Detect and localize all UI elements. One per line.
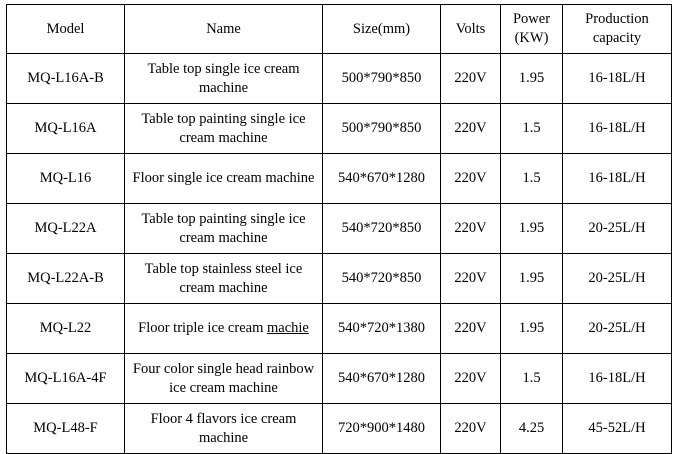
table-row — [7, 104, 672, 154]
cell-name: Floor single ice cream machine — [125, 154, 323, 204]
cell-volts: 220V — [441, 304, 501, 354]
cell-name — [125, 304, 323, 354]
cell-capacity: 16-18L/H — [563, 54, 672, 104]
cell-name: Four color single head rainbow ice cream machine — [125, 354, 323, 404]
cell-power: 1.5 — [501, 104, 563, 154]
cell-power: 1.95 — [501, 304, 563, 354]
column-header-power-line2: (KW) — [514, 30, 549, 46]
cell-size: 540*670*1280 — [323, 154, 441, 204]
column-header-model: Model — [7, 5, 125, 54]
table-row — [7, 54, 672, 104]
cell-capacity: 16-18L/H — [563, 354, 672, 404]
column-header-capacity-line1: Production — [585, 11, 649, 28]
cell-name: Floor 4 flavors ice cream machine — [125, 404, 323, 454]
column-header-power-line1: Power — [512, 11, 551, 28]
table-row — [7, 304, 672, 354]
cell-model: MQ-L16A-4F — [7, 354, 125, 404]
table-row — [7, 354, 672, 404]
cell-capacity: 16-18L/H — [563, 104, 672, 154]
cell-size: 540*720*850 — [323, 254, 441, 304]
cell-size: 500*790*850 — [323, 104, 441, 154]
cell-size: 500*790*850 — [323, 54, 441, 104]
cell-model: MQ-L16A — [7, 104, 125, 154]
cell-model: MQ-L16A-B — [7, 54, 125, 104]
cell-size: 720*900*1480 — [323, 404, 441, 454]
cell-size: 540*670*1280 — [323, 354, 441, 404]
cell-volts: 220V — [441, 254, 501, 304]
cell-volts: 220V — [441, 204, 501, 254]
cell-volts: 220V — [441, 154, 501, 204]
column-header-volts: Volts — [441, 5, 501, 54]
cell-name: Table top painting single ice cream machine — [125, 104, 323, 154]
cell-capacity: 20-25L/H — [563, 204, 672, 254]
table-row — [7, 404, 672, 454]
cell-name-underlined: machie — [266, 320, 309, 337]
table-body — [7, 54, 672, 454]
cell-volts: 220V — [441, 54, 501, 104]
cell-volts: 220V — [441, 354, 501, 404]
cell-power: 1.95 — [501, 204, 563, 254]
cell-name-prefix: Floor triple ice cream — [138, 320, 267, 337]
cell-capacity: 16-18L/H — [563, 154, 672, 204]
table-row — [7, 254, 672, 304]
table-row — [7, 154, 672, 204]
cell-model: MQ-L48-F — [7, 404, 125, 454]
column-header-capacity-line2: capacity — [592, 30, 642, 46]
cell-name: Table top painting single ice cream machine — [125, 204, 323, 254]
cell-size: 540*720*1380 — [323, 304, 441, 354]
column-header-name: Name — [125, 5, 323, 54]
cell-capacity: 20-25L/H — [563, 254, 672, 304]
cell-power: 4.25 — [501, 404, 563, 454]
table-header — [7, 5, 672, 54]
cell-capacity: 45-52L/H — [563, 404, 672, 454]
cell-power: 1.5 — [501, 154, 563, 204]
column-header-size: Size(mm) — [323, 5, 441, 54]
cell-model: MQ-L16 — [7, 154, 125, 204]
cell-model: MQ-L22A-B — [7, 254, 125, 304]
cell-power: 1.5 — [501, 354, 563, 404]
cell-volts: 220V — [441, 404, 501, 454]
cell-name: Table top stainless steel ice cream machine — [125, 254, 323, 304]
column-header-power — [501, 5, 563, 54]
product-spec-table — [6, 4, 672, 454]
table-row — [7, 204, 672, 254]
cell-volts: 220V — [441, 104, 501, 154]
cell-capacity: 20-25L/H — [563, 304, 672, 354]
column-header-capacity — [563, 5, 672, 54]
cell-name: Table top single ice cream machine — [125, 54, 323, 104]
cell-model: MQ-L22A — [7, 204, 125, 254]
cell-power: 1.95 — [501, 254, 563, 304]
table-header-row — [7, 5, 672, 54]
cell-size: 540*720*850 — [323, 204, 441, 254]
cell-model: MQ-L22 — [7, 304, 125, 354]
cell-power: 1.95 — [501, 54, 563, 104]
